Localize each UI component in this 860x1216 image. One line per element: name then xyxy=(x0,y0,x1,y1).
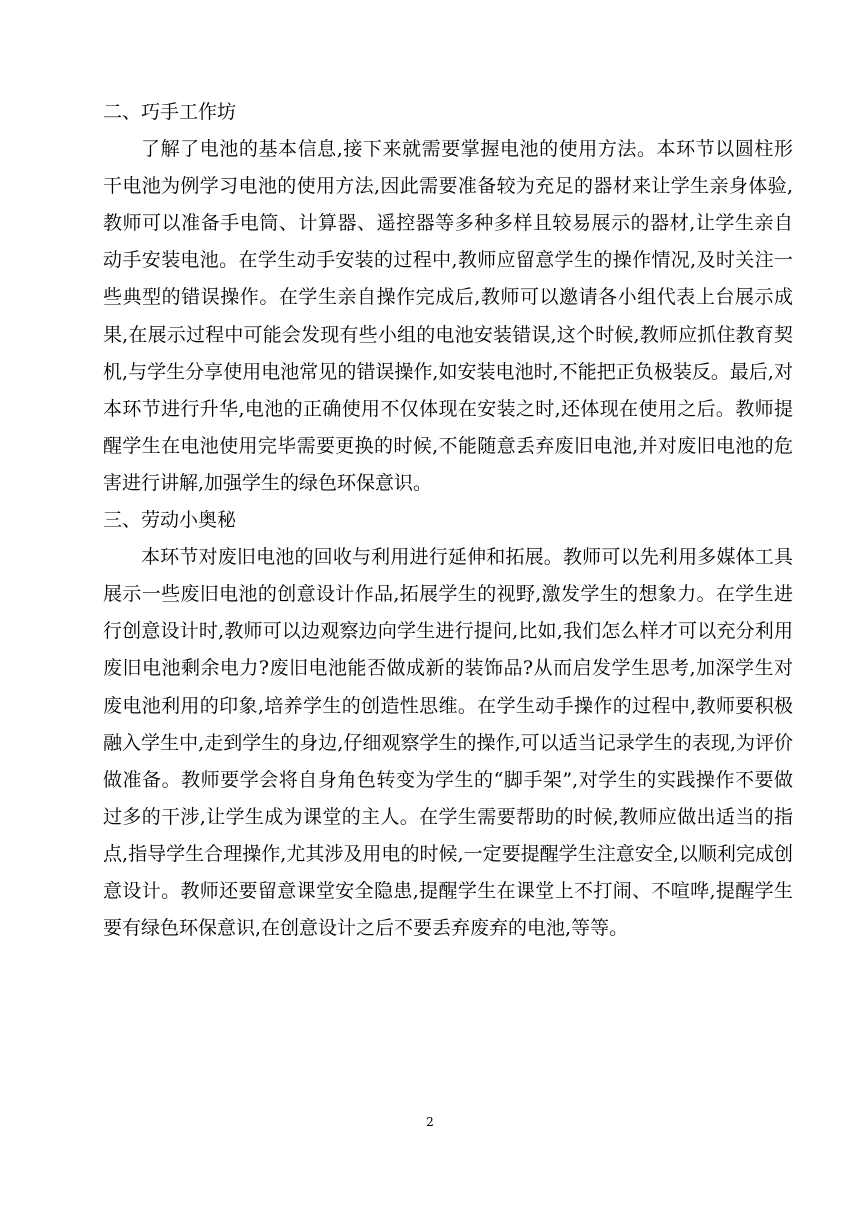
page-number: 2 xyxy=(426,1115,434,1129)
section-heading-workshop: 二、巧手工作坊 xyxy=(103,101,237,123)
section-heading-labor-secrets: 三、劳动小奥秘 xyxy=(103,509,237,532)
document-body xyxy=(103,94,793,947)
section-paragraph-labor-secrets: 本环节对废旧电池的回收与利用进行延伸和拓展。教师可以先利用多媒体工具展示一些废旧电池的创意设计作品,拓展学生的视野,激发学生的想象力。在学生进行创意设计时,教师可以边观察边向学生进行提问,比如,我们怎么样才可以充分利用废旧电池剩余电力?废旧电池能否做成新的装饰品?从而启发学生思考,加深学生对废电池利用的印象,培养学生的创造性思维。在学生动手操作的过程中,教师要积极融入学生中,走到学生的身边,仔细观察学生的操作,可以适当记录学生的表现,为评价做准备。教师要学会将自身角色转变为学生的“脚手架”,对学生的实践操作不要做过多的干涉,让学生成为课堂的主人。在学生需要帮助的时候,教师应做出适当的指点,指导学生合理操作,尤其涉及用电的时候,一定要提醒学生注意安全,以顺利完成创意设计。教师还要留意课堂安全隐患,提醒学生在课堂上不打闹、不喧哗,提醒学生要有绿色环保意识,在创意设计之后不要丢弃废弃的电池,等等。 xyxy=(103,546,793,940)
section-paragraph-workshop: 了解了电池的基本信息,接下来就需要掌握电池的使用方法。本环节以圆柱形干电池为例学习电池的使用方法,因此需要准备较为充足的器材来让学生亲身体验,教师可以准备手电筒、计算器、遥控器等多种多样且较易展示的器材,让学生亲自动手安装电池。在学生动手安装的过程中,教师应留意学生的操作情况,及时关注一些典型的错误操作。在学生亲自操作完成后,教师可以邀请各小组代表上台展示成果,在展示过程中可能会发现有些小组的电池安装错误,这个时候,教师应抓住教育契机,与学生分享使用电池常见的错误操作,如安装电池时,不能把正负极装反。最后,对本环节进行升华,电池的正确使用不仅体现在安装之时,还体现在使用之后。教师提醒学生在电池使用完毕需要更换的时候,不能随意丢弃废旧电池,并对废旧电池的危害进行讲解,加强学生的绿色环保意识。 xyxy=(103,138,793,494)
